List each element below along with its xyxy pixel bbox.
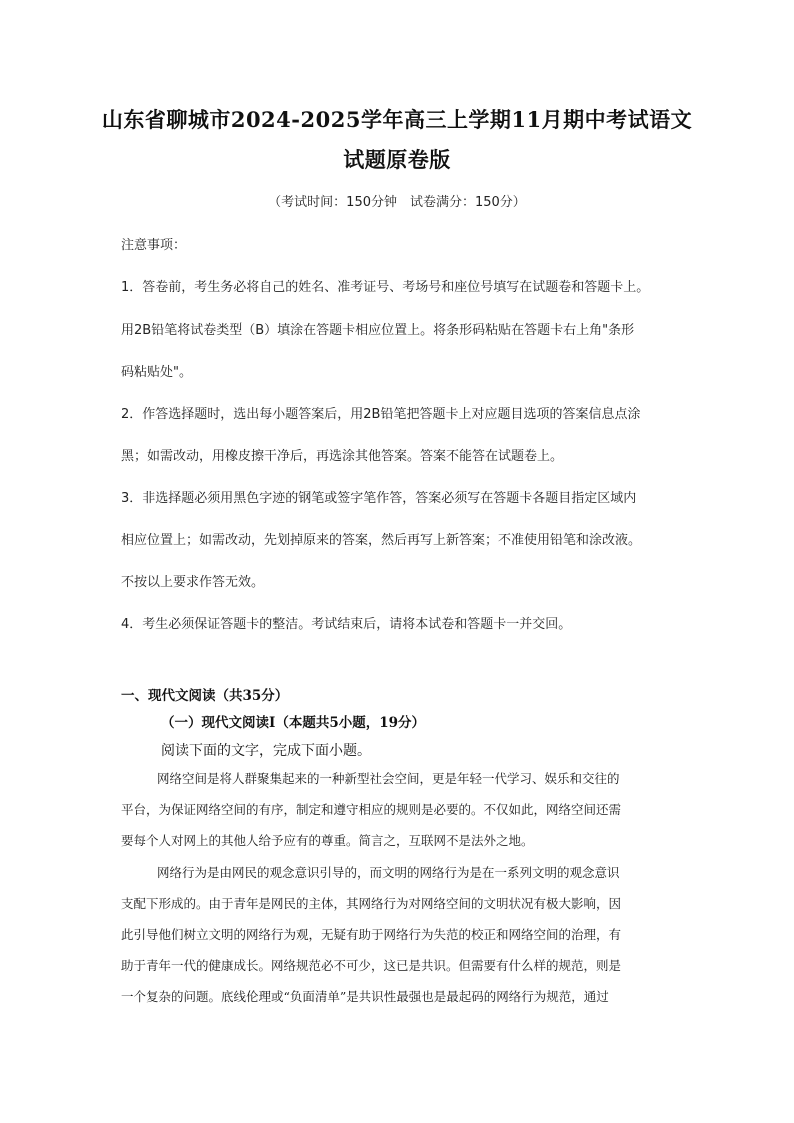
passage-line: 助于青年一代的健康成长。网络规范必不可少，这已是共识。但需要有什么样的规范，则是 bbox=[121, 958, 622, 973]
passage-line: 一个复杂的问题。底线伦理或“负面清单”是共识性最强也是最起码的网络行为规范，通过 bbox=[121, 989, 609, 1004]
passage-line: 此引导他们树立文明的网络行为观，无疑有助于网络行为失范的校正和网络空间的治理，有 bbox=[121, 927, 622, 942]
passage-line: 网络空间是将人群聚集起来的一种新型社会空间，更是年轻一代学习、娱乐和交往的 bbox=[157, 771, 620, 786]
passage-line: 平台，为保证网络空间的有序，制定和遵守相应的规则是必要的。不仅如此，网络空间还需 bbox=[121, 802, 622, 817]
passage-line: 网络行为是由网民的观念意识引导的，而文明的网络行为是在一系列文明的观念意识 bbox=[157, 865, 620, 880]
notice-line: 码粘贴处"。 bbox=[121, 365, 192, 380]
document-title-line1: 山东省聊城市2024-2025学年高三上学期11月期中考试语文 bbox=[101, 107, 693, 132]
passage-line: 支配下形成的。由于青年是网民的主体，其网络行为对网络空间的文明状况有极大影响，因 bbox=[121, 896, 622, 911]
passage-paragraph-1 bbox=[121, 763, 675, 856]
notice-line: 3．非选择题必须用黑色字迹的钢笔或签字笔作答，答案必须写在答题卡各题目指定区域内 bbox=[121, 491, 637, 506]
reading-instruction: 阅读下面的文字，完成下面小题。 bbox=[161, 743, 371, 759]
subsection-heading: （一）现代文阅读Ⅰ（本题共5小题，19分） bbox=[161, 715, 425, 731]
notice-line: 用2B铅笔将试卷类型（B）填涂在答题卡相应位置上。将条形码粘贴在答题卡右上角"条形 bbox=[121, 323, 635, 338]
section-heading: 一、现代文阅读（共35分） bbox=[121, 688, 289, 704]
notice-line: 不按以上要求作答无效。 bbox=[121, 575, 265, 590]
passage-paragraph-2 bbox=[121, 857, 675, 1012]
notice-line: 1．答卷前，考生务必将自己的姓名、准考证号、考场号和座位号填写在试题卷和答题卡上。 bbox=[121, 280, 650, 295]
notice-heading: 注意事项： bbox=[121, 238, 187, 253]
notice-line: 4．考生必须保证答题卡的整洁。考试结束后，请将本试卷和答题卡一并交回。 bbox=[121, 617, 572, 632]
notice-line: 相应位置上；如需改动，先划掉原来的答案，然后再写上新答案；不准使用铅笔和涂改液。 bbox=[121, 533, 642, 548]
notice-line: 2．作答选择题时，选出每小题答案后，用2B铅笔把答题卡上对应题目选项的答案信息点涂 bbox=[121, 407, 641, 422]
document-title-line2: 试题原卷版 bbox=[343, 147, 451, 172]
exam-time-and-score: （考试时间：150分钟 试卷满分：150分） bbox=[268, 195, 526, 210]
passage-line: 要每个人对网上的其他人给予应有的尊重。简言之，互联网不是法外之地。 bbox=[121, 833, 534, 848]
notice-line: 黑；如需改动，用橡皮擦干净后，再选涂其他答案。答案不能答在试题卷上。 bbox=[121, 449, 564, 464]
